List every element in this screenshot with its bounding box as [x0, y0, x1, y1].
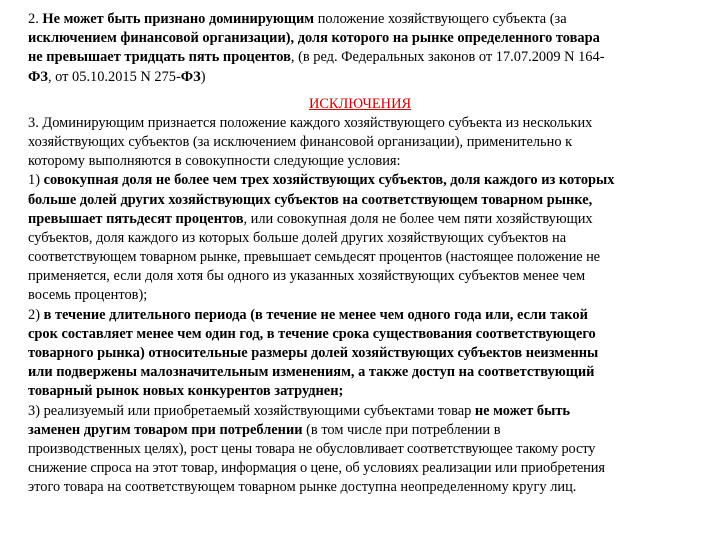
text: , (в ред. Федеральных законов от 17.07.2009 N 164-	[290, 49, 605, 66]
bold-text: ФЗ	[180, 68, 201, 85]
line: которому выполняются в совокупности следующие условия:	[28, 153, 401, 170]
bold-text: исключением финансовой организации), доля которого	[28, 30, 393, 47]
bold-text: или подвержены малозначительным изменениям, а также доступ на соответствующий	[28, 364, 595, 381]
heading-exceptions: ИСКЛЮЧЕНИЯ	[308, 95, 412, 112]
line: снижение спроса на этот товар, информация о цене, об условиях реализации или приобретения	[28, 460, 605, 477]
bold-text: превышает пятьдесят процентов	[28, 210, 244, 227]
section-2	[28, 10, 692, 87]
line	[28, 344, 692, 363]
line	[28, 306, 692, 325]
line	[28, 210, 692, 229]
bold-text: товарный рынок новых конкурентов затруднен;	[28, 383, 344, 400]
line: субъектов, доля каждого из которых больше долей других хозяйствующих субъектов на	[28, 229, 567, 246]
line	[28, 363, 692, 382]
bold-text: не превышает тридцать пять процентов	[28, 49, 291, 66]
text: (в том числе при потреблении в	[302, 421, 501, 438]
section-3	[28, 114, 692, 498]
line: 3. Доминирующим признается положение каждого хозяйствующего субъекта из нескольких	[28, 114, 593, 131]
bold-text: на рынке определенного товара	[392, 30, 600, 47]
line	[28, 29, 692, 48]
bold-text: не может быть	[474, 402, 571, 419]
bold-text: больше долей других хозяйствующих субъектов на соответствующем товарном рынке,	[28, 191, 593, 208]
text: положение хозяйствующего субъекта (за	[314, 11, 567, 27]
text: , или совокупная доля не более чем пяти хозяйствующих	[243, 210, 593, 227]
text: 2)	[28, 306, 44, 323]
line	[28, 10, 692, 29]
text: 3) реализуемый или приобретаемый хозяйствующими субъектами товар	[28, 402, 475, 419]
line: производственных целях), рост цены товара не обусловливает соответствующее такому росту	[28, 440, 596, 457]
bold-text: в течение длительного периода (в течение не менее чем одного года или, если такой	[43, 306, 588, 323]
line: соответствующем товарном рынке, превышает семьдесят процентов (настоящее положение не	[28, 249, 600, 266]
line	[28, 402, 692, 421]
bold-text: Не может быть признано доминирующим	[42, 11, 315, 27]
bold-text: ФЗ	[28, 68, 48, 85]
line: хозяйствующих субъектов (за исключением финансовой организации), применительно к	[28, 133, 573, 150]
text: 2.	[28, 11, 43, 27]
bold-text: товарного рынка) относительные размеры долей хозяйствующих субъектов неизменны	[28, 345, 599, 361]
bold-text: срок составляет менее чем один год, в течение срока существования соответствующего	[28, 325, 596, 342]
text: 1)	[28, 172, 44, 189]
line	[28, 382, 692, 401]
text: , от 05.10.2015 N 275-	[47, 68, 181, 85]
line	[28, 171, 692, 190]
line	[28, 325, 692, 344]
line	[28, 421, 692, 440]
line	[28, 68, 692, 87]
line: применяется, если доля хотя бы одного из указанных хозяйствующих субъектов менее чем	[28, 268, 586, 285]
document-page	[28, 10, 692, 498]
line: восемь процентов);	[28, 287, 148, 304]
text: )	[200, 68, 206, 85]
line	[28, 191, 692, 210]
bold-text: заменен другим товаром при потреблении	[28, 421, 303, 438]
bold-text: совокупная доля не более чем трех хозяйствующих субъектов, доля каждого из которых	[43, 172, 615, 189]
line	[28, 48, 692, 67]
line: этого товара на соответствующем товарном рынке доступна неопределенному кругу лиц.	[28, 479, 577, 496]
